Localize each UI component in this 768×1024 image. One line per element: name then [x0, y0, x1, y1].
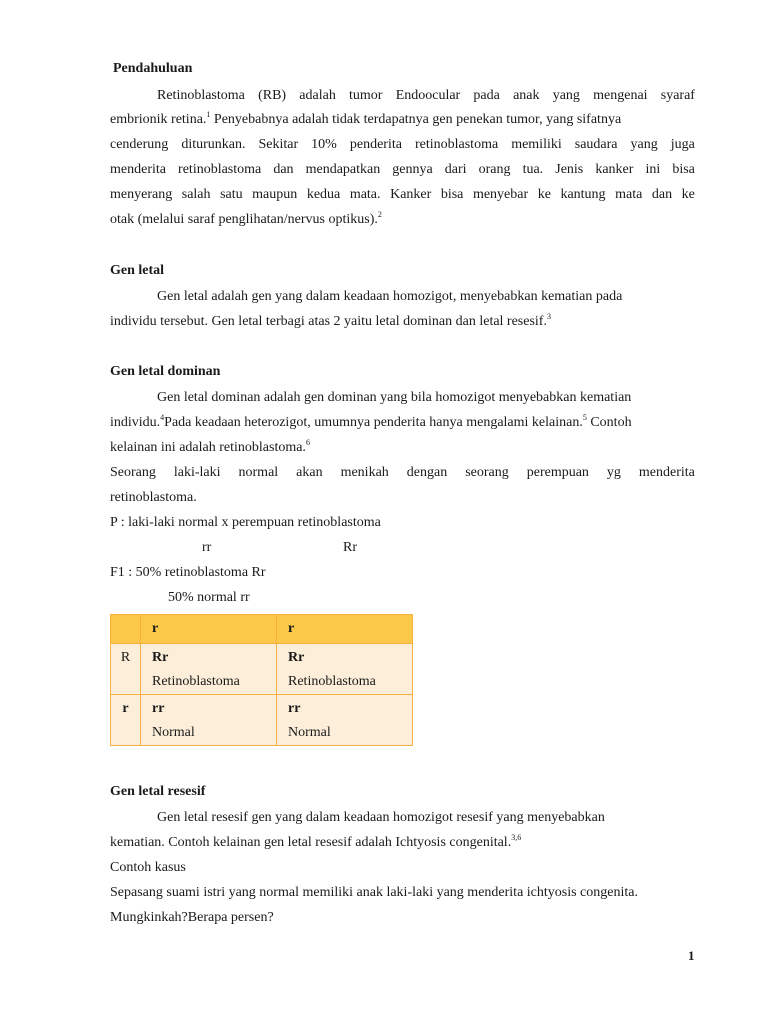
table-cell: rr Normal	[141, 695, 277, 746]
citation-ref: 4	[160, 413, 165, 422]
paragraph-line: otak (melalui saraf penglihatan/nervus optikus).$^2$	[110, 210, 382, 227]
paragraph-line: retinoblastoma.	[110, 490, 197, 505]
word: Retinoblastoma	[157, 88, 245, 103]
word: menyerang	[110, 187, 173, 202]
table-corner-cell	[111, 615, 141, 644]
paragraph-line	[110, 136, 695, 154]
citation-ref: 6	[305, 438, 310, 447]
paragraph-line: Gen letal dominan adalah gen dominan yang bila homozigot menyebabkan kematian	[157, 390, 632, 405]
word: tua.	[522, 162, 544, 177]
word: menderita	[110, 162, 166, 177]
word: orang	[478, 162, 511, 177]
table-header-cell: r	[141, 615, 277, 644]
citation-ref: 3	[546, 312, 551, 321]
table-row	[111, 695, 413, 746]
paragraph-line: individu tersebut. Gen letal terbagi atas 2 yaitu letal dominan dan letal resesif.$^3$	[110, 312, 551, 329]
word: juga	[670, 137, 695, 152]
table-cell: Rr Retinoblastoma	[277, 644, 413, 695]
page-number: 1	[688, 948, 695, 963]
word: salah	[181, 187, 211, 202]
word: satu	[220, 187, 243, 202]
citation-ref: 5	[582, 413, 587, 422]
paragraph-line: individu.$^4$Pada keadaan heterozigot, umumnya penderita hanya mengalami kelainan.$^5$ Contoh	[110, 413, 632, 430]
word: kantung	[560, 187, 606, 202]
citation-ref: 3,6	[511, 833, 522, 842]
table-header-row	[111, 615, 413, 644]
paragraph-line: Gen letal resesif gen yang dalam keadaan homozigot resesif yang menyebabkan	[157, 810, 605, 825]
genotype-mother: Rr	[343, 540, 357, 555]
word: penderita	[349, 137, 402, 152]
section-heading-pendahuluan: Pendahuluan	[113, 61, 193, 76]
word: 10%	[311, 137, 337, 152]
paragraph-line: embrionik retina.$^1$ Penyebabnya adalah tidak terdapatnya gen penekan tumor, yang sifatnya	[110, 110, 622, 127]
word: ke	[681, 187, 695, 202]
section-heading-gen-letal: Gen letal	[110, 263, 165, 278]
word: menyebar	[472, 187, 529, 202]
word: kedua	[306, 187, 341, 202]
word: yg	[606, 465, 621, 480]
paragraph-line: kematian. Contoh kelainan gen letal resesif adalah Ichtyosis congenital.$^{3,6}$	[110, 833, 522, 850]
word: maupun	[252, 187, 298, 202]
word: gennya	[392, 162, 433, 177]
word: pada	[473, 88, 500, 103]
word: retinoblastoma	[414, 137, 499, 152]
paragraph-line	[110, 464, 695, 482]
paragraph-line: Sepasang suami istri yang normal memiliki anak laki-laki yang menderita ichtyosis congenita.	[110, 885, 638, 900]
row-label-cell: r	[111, 695, 141, 746]
word: Jenis	[555, 162, 584, 177]
table-header-cell: r	[277, 615, 413, 644]
word: kanker	[595, 162, 634, 177]
word: dan	[273, 162, 294, 177]
word: ke	[537, 187, 551, 202]
table-row	[111, 644, 413, 695]
word: mengenai	[593, 88, 648, 103]
paragraph-line: Mungkinkah?Berapa persen?	[110, 910, 274, 925]
word: retinoblastoma	[178, 162, 262, 177]
word: mendapatkan	[305, 162, 381, 177]
word: saudara	[574, 137, 618, 152]
word: Sekitar	[258, 137, 299, 152]
word: memiliki	[511, 137, 562, 152]
word: dengan	[406, 465, 448, 480]
word: Seorang	[110, 465, 156, 480]
f1-result-2: 50% normal rr	[168, 590, 250, 605]
paragraph-line: Contoh kasus	[110, 860, 186, 875]
punnett-square-table	[110, 614, 413, 746]
word: bisa	[440, 187, 464, 202]
word: seorang	[465, 465, 509, 480]
paragraph-line	[157, 87, 695, 105]
word: anak	[513, 88, 540, 103]
word: yang	[552, 88, 580, 103]
word: ini	[645, 162, 661, 177]
word: bisa	[672, 162, 695, 177]
word: perempuan	[526, 465, 589, 480]
f1-result-1: F1 : 50% retinoblastoma Rr	[110, 565, 266, 580]
word: menderita	[638, 465, 695, 480]
paragraph-line	[110, 186, 695, 204]
cross-parents: P : laki-laki normal x perempuan retinoblastoma	[110, 515, 381, 530]
section-heading-gen-letal-resesif: Gen letal resesif	[110, 784, 206, 799]
paragraph-line: kelainan ini adalah retinoblastoma.$^6$	[110, 438, 310, 455]
row-label-cell: R	[111, 644, 141, 695]
word: Endoocular	[395, 88, 461, 103]
word: laki-laki	[173, 465, 221, 480]
word: adalah	[299, 88, 336, 103]
word: mata	[615, 187, 643, 202]
word: (RB)	[258, 88, 287, 103]
word: dari	[444, 162, 467, 177]
word: menikah	[340, 465, 389, 480]
word: syaraf	[660, 88, 695, 103]
word: yang	[630, 137, 658, 152]
section-heading-gen-letal-dominan: Gen letal dominan	[110, 364, 221, 379]
word: akan	[296, 465, 323, 480]
genotype-father: rr	[202, 540, 212, 555]
word: mata.	[349, 187, 381, 202]
word: Kanker	[390, 187, 432, 202]
paragraph-line: Gen letal adalah gen yang dalam keadaan homozigot, menyebabkan kematian pada	[157, 289, 623, 304]
word: cenderung	[110, 137, 169, 152]
citation-ref: 2	[377, 210, 382, 219]
table-cell: rr Normal	[277, 695, 413, 746]
citation-ref: 1	[206, 110, 211, 119]
paragraph-line	[110, 161, 695, 179]
word: diturunkan.	[181, 137, 246, 152]
word: tumor	[349, 88, 383, 103]
word: normal	[238, 465, 279, 480]
table-cell: Rr Retinoblastoma	[141, 644, 277, 695]
word: dan	[651, 187, 673, 202]
